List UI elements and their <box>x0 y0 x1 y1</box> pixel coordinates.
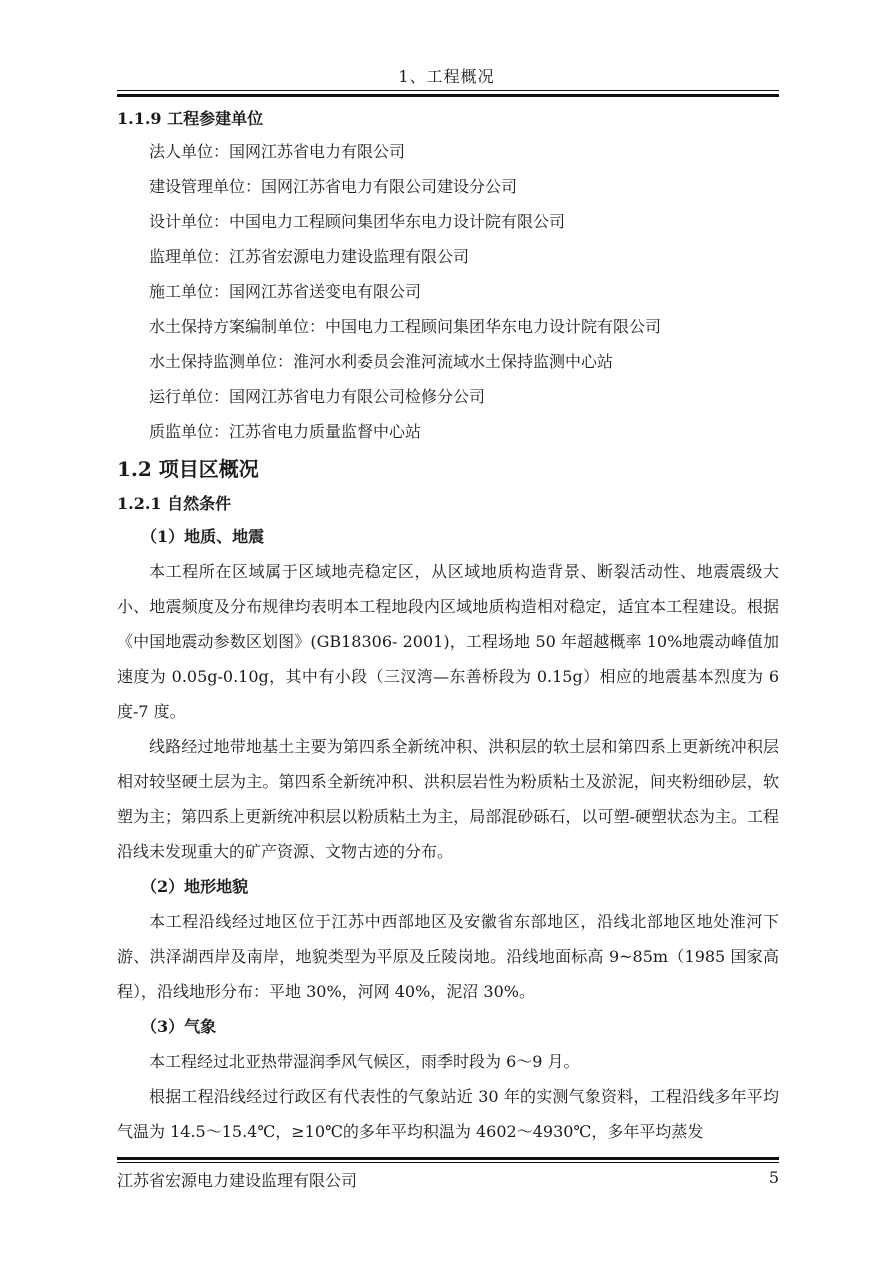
header-rule-thin <box>117 90 779 91</box>
unit-item: 设计单位：中国电力工程顾问集团华东电力设计院有限公司 <box>149 212 566 231</box>
footer-rule-thick <box>117 1157 779 1160</box>
unit-item: 运行单位：国网江苏省电力有限公司检修分公司 <box>149 387 486 406</box>
page-number: 5 <box>768 1168 779 1187</box>
subheading-climate: （3）气象 <box>141 1017 217 1036</box>
footer-company: 江苏省宏源电力建设监理有限公司 <box>117 1171 358 1190</box>
unit-item: 水土保持监测单位：淮河水利委员会淮河流域水土保持监测中心站 <box>149 352 614 371</box>
unit-item: 质监单位：江苏省电力质量监督中心站 <box>149 422 422 441</box>
section-heading-1-2-1: 1.2.1 自然条件 <box>117 494 232 513</box>
running-header: 1、工程概况 <box>398 67 495 86</box>
subheading-terrain: （2）地形地貌 <box>141 877 249 896</box>
section-heading-1-2: 1.2 项目区概况 <box>117 457 259 481</box>
paragraph-climate-1: 本工程经过北亚热带湿润季风气候区，雨季时段为 6～9 月。 <box>149 1052 580 1071</box>
header-rule-thick <box>117 94 779 97</box>
unit-item: 建设管理单位：国网江苏省电力有限公司建设分公司 <box>149 177 518 196</box>
paragraph-geology-1: 本工程所在区域属于区域地壳稳定区，从区域地质构造背景、断裂活动性、地震震级大小、地震频度及分布规律均表明本工程地段内区域地质构造相对稳定，适宜本工程建设。根据《中国地震动参数区划图》(GB18306- 2001)，工程场地 50 年超越概率 10%地震动峰值加速度为 0.05g-0.10g，其中有小段（三汊湾—东善桥段为 0.15g）相应的地震基本烈度为 6 度-7 度。 <box>117 562 779 721</box>
section-heading-1-1-9: 1.1.9 工程参建单位 <box>117 109 264 128</box>
unit-item: 施工单位：国网江苏省送变电有限公司 <box>149 282 422 301</box>
unit-item: 法人单位：国网江苏省电力有限公司 <box>149 142 406 161</box>
subheading-geology: （1）地质、地震 <box>141 527 265 546</box>
unit-item: 监理单位：江苏省宏源电力建设监理有限公司 <box>149 247 470 266</box>
paragraph-climate-2: 根据工程沿线经过行政区有代表性的气象站近 30 年的实测气象资料，工程沿线多年平均气温为 14.5～15.4℃，≥10℃的多年平均积温为 4602～4930℃，多年平均蒸发 <box>117 1087 779 1141</box>
paragraph-terrain-1: 本工程沿线经过地区位于江苏中西部地区及安徽省东部地区，沿线北部地区地处淮河下游、洪泽湖西岸及南岸，地貌类型为平原及丘陵岗地。沿线地面标高 9~85m（1985 国家高程），沿线地形分布：平地 30%，河网 40%，泥沼 30%。 <box>117 912 779 1001</box>
unit-item: 水土保持方案编制单位：中国电力工程顾问集团华东电力设计院有限公司 <box>149 317 662 336</box>
page-body <box>117 104 779 1149</box>
paragraph-geology-2: 线路经过地带地基土主要为第四系全新统冲积、洪积层的软土层和第四系上更新统冲积层相对较坚硬土层为主。第四系全新统冲积、洪积层岩性为粉质粘土及淤泥，间夹粉细砂层，软塑为主；第四系上更新统冲积层以粉质粘土为主，局部混砂砾石，以可塑-硬塑状态为主。工程沿线未发现重大的矿产资源、文物古迹的分布。 <box>117 737 779 861</box>
footer-rule-thin <box>117 1162 779 1163</box>
